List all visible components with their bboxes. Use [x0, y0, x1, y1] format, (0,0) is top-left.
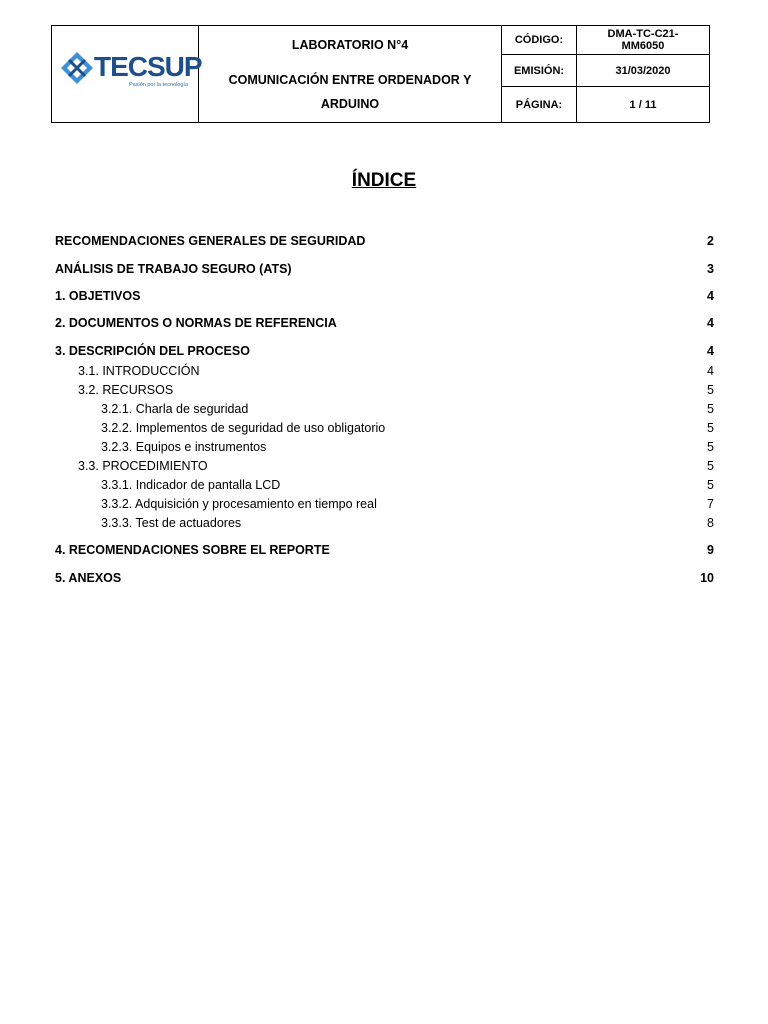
toc-entry-page: 7 — [707, 497, 714, 511]
emission-value: 31/03/2020 — [615, 64, 671, 77]
toc-entry-page: 4 — [707, 344, 714, 358]
toc-entry[interactable] — [55, 421, 714, 435]
toc-entry-title: 3. DESCRIPCIÓN DEL PROCESO — [55, 344, 250, 358]
toc-entry[interactable] — [55, 383, 714, 397]
toc-entry[interactable] — [55, 571, 714, 585]
toc-entry[interactable] — [55, 440, 714, 454]
lab-subtitle: COMUNICACIÓN ENTRE ORDENADOR Y ARDUINO — [228, 73, 472, 111]
toc-entry-title: 3.3.2. Adquisición y procesamiento en tiempo real — [101, 497, 377, 511]
meta-row-code — [502, 26, 709, 55]
toc-entry[interactable] — [55, 459, 714, 473]
toc-entry[interactable] — [55, 262, 714, 276]
toc-entry-title: 5. ANEXOS — [55, 571, 122, 585]
toc-entry[interactable] — [55, 402, 714, 416]
toc-entry-page: 2 — [707, 234, 714, 248]
toc-entry-page: 5 — [707, 440, 714, 454]
toc-entry-page: 8 — [707, 516, 714, 530]
toc-entry-title: 3.2.1. Charla de seguridad — [101, 402, 249, 416]
toc-entry-page: 10 — [700, 571, 714, 585]
toc-entry-page: 5 — [707, 459, 714, 473]
toc-entry-page: 9 — [707, 543, 714, 557]
toc-entry-page: 5 — [707, 402, 714, 416]
toc-entry-title: 3.2. RECURSOS — [78, 383, 174, 397]
tecsup-logo-icon — [59, 50, 95, 86]
page-label: PÁGINA: — [502, 87, 577, 122]
emission-label: EMISIÓN: — [502, 55, 577, 86]
document-header — [51, 25, 710, 123]
toc-entry[interactable] — [55, 516, 714, 530]
code-label: CÓDIGO: — [502, 26, 577, 54]
toc-entry-title: RECOMENDACIONES GENERALES DE SEGURIDAD — [55, 234, 366, 248]
toc-entry-title: 3.1. INTRODUCCIÓN — [78, 364, 200, 378]
toc-entry-title: 3.2.2. Implementos de seguridad de uso obligatorio — [101, 421, 386, 435]
code-value: DMA-TC-C21-MM6050 — [607, 28, 679, 52]
toc-entry-page: 3 — [707, 262, 714, 276]
toc-entry-page: 4 — [707, 316, 714, 330]
toc-entry-title: 3.2.3. Equipos e instrumentos — [101, 440, 267, 454]
toc-entry[interactable] — [55, 497, 714, 511]
toc-entry[interactable] — [55, 289, 714, 303]
toc-title: ÍNDICE — [351, 170, 417, 191]
title-cell — [199, 26, 502, 122]
toc-entry-page: 4 — [707, 289, 714, 303]
logo-cell — [52, 26, 202, 122]
toc-entry-page: 4 — [707, 364, 714, 378]
toc-entry-title: 4. RECOMENDACIONES SOBRE EL REPORTE — [55, 543, 330, 557]
toc-entry[interactable] — [55, 344, 714, 358]
page-value: 1 / 11 — [629, 98, 657, 111]
lab-title: LABORATORIO N°4 — [291, 38, 409, 52]
toc-entry-page: 5 — [707, 478, 714, 492]
toc-entry-title: ANÁLISIS DE TRABAJO SEGURO (ATS) — [55, 262, 292, 276]
toc-entry-title: 3.3.1. Indicador de pantalla LCD — [101, 478, 281, 492]
toc-entry-title: 3.3. PROCEDIMIENTO — [78, 459, 208, 473]
toc-entry-page: 5 — [707, 383, 714, 397]
toc-entry[interactable] — [55, 478, 714, 492]
toc-entry-title: 1. OBJETIVOS — [55, 289, 141, 303]
toc-entry-title: 3.3.3. Test de actuadores — [101, 516, 242, 530]
toc-entry[interactable] — [55, 364, 714, 378]
toc-entry[interactable] — [55, 543, 714, 557]
meta-row-emission — [502, 55, 709, 87]
toc-entry-title: 2. DOCUMENTOS O NORMAS DE REFERENCIA — [55, 316, 337, 330]
meta-table — [502, 26, 709, 122]
toc-entry-page: 5 — [707, 421, 714, 435]
logo-tagline: Pasión por la tecnología — [129, 82, 189, 88]
toc-entry[interactable] — [55, 234, 714, 248]
meta-row-page — [502, 87, 709, 122]
logo-text: TECSUP — [94, 51, 202, 82]
toc-entry[interactable] — [55, 316, 714, 330]
